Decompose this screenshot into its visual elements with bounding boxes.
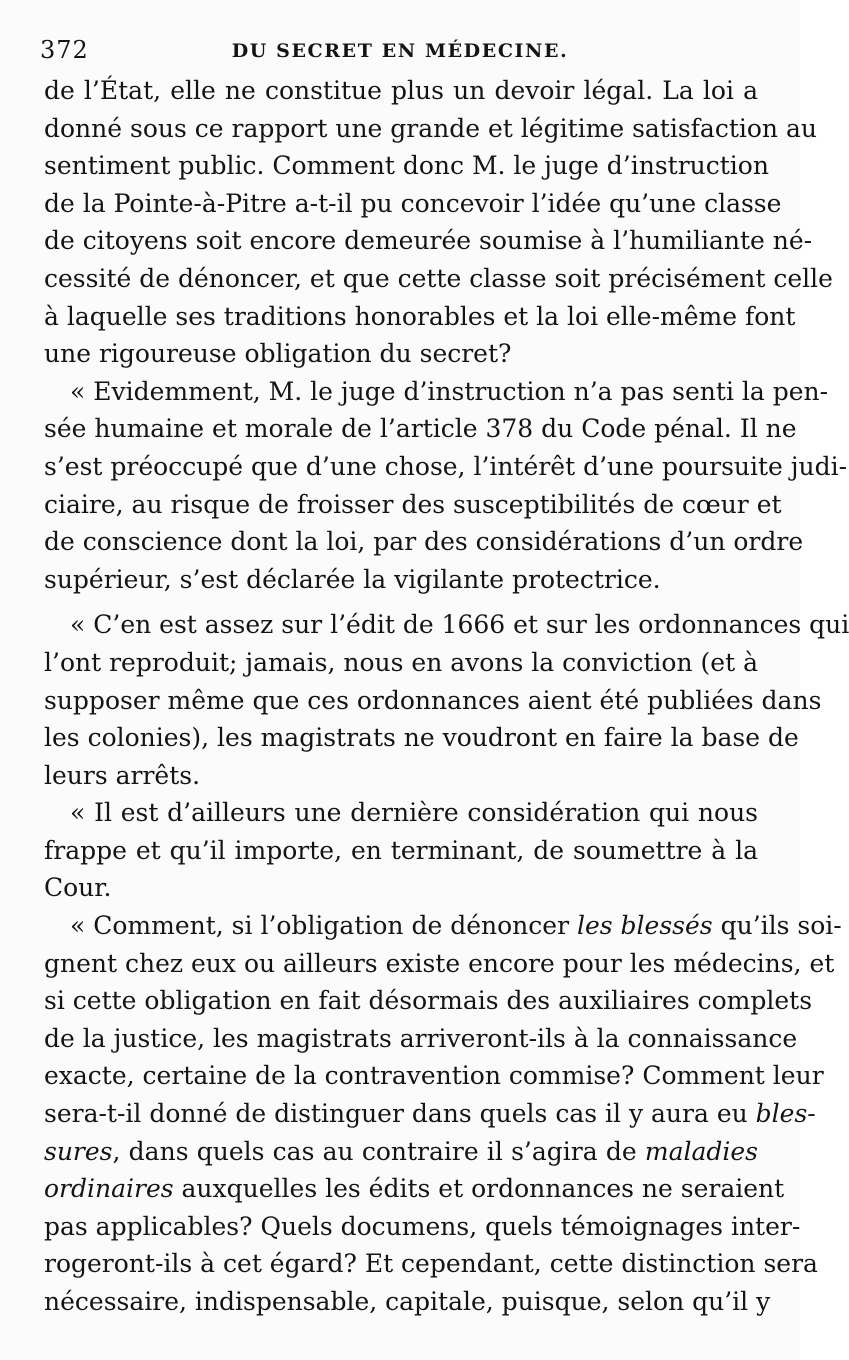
text-line: donné sous ce rapport une grande et légitime satisfaction au — [44, 113, 817, 143]
text-line: nécessaire, indispensable, capitale, puisque, selon qu’il y — [44, 1287, 771, 1316]
text-line: ordinaires auxquelles les édits et ordonnances ne seraient — [44, 1174, 785, 1204]
text-line: de conscience dont la loi, par des considérations d’un ordre — [44, 527, 804, 557]
text-line: leurs arrêts. — [44, 760, 201, 790]
text-line: une rigoureuse obligation du secret? — [44, 339, 512, 369]
italic-term: les blessés — [576, 911, 713, 941]
body-text — [44, 72, 849, 1321]
text-line: s’est préoccupé que d’une chose, l’intérêt d’une poursuite judi- — [44, 451, 848, 481]
text-line: si cette obligation en fait désormais des auxiliaires complets — [44, 986, 813, 1016]
text-line: l’ont reproduit; jamais, nous en avons la conviction (et à — [44, 647, 758, 677]
text-line: sera-t-il donné de distinguer dans quels cas il y aura eu bles- — [44, 1099, 816, 1129]
text-line: « Il est d’ailleurs une dernière considération qui nous — [70, 798, 758, 828]
italic-term: maladies — [644, 1136, 758, 1166]
text-line: de la justice, les magistrats arriveront-ils à la connaissance — [44, 1023, 798, 1053]
text-line: gnent chez eux ou ailleurs existe encore pour les médecins, et — [44, 948, 835, 978]
text-line: supérieur, s’est déclarée la vigilante protectrice. — [44, 564, 661, 594]
text-line: « C’en est assez sur l’édit de 1666 et sur les ordonnances qui — [70, 610, 849, 640]
text-line: de la Pointe-à-Pitre a-t-il pu concevoir l’idée qu’une classe — [44, 188, 782, 218]
text-line: pas applicables? Quels documens, quels témoignages inter- — [44, 1211, 801, 1241]
text-line: Cour. — [44, 873, 112, 903]
text-line: « Evidemment, M. le juge d’instruction n’a pas senti la pen- — [70, 376, 829, 406]
italic-term: ordinaires — [44, 1174, 174, 1204]
text-line: sentiment public. Comment donc M. le juge d’instruction — [44, 151, 769, 181]
running-head: DU SECRET EN MÉDECINE. — [231, 40, 569, 62]
italic-term: sures — [44, 1136, 113, 1166]
text-line: sures, dans quels cas au contraire il s’agira de maladies — [44, 1136, 758, 1166]
text-line: à laquelle ses traditions honorables et la loi elle-même font — [44, 301, 796, 331]
text-line: les colonies), les magistrats ne voudront en faire la base de — [44, 723, 799, 753]
text-line: rogeront-ils à cet égard? Et cependant, cette distinction sera — [44, 1249, 818, 1279]
text-line: « Comment, si l’obligation de dénoncer les blessés qu’ils soi- — [70, 911, 842, 941]
page-number: 372 — [40, 36, 89, 64]
italic-term: bles- — [755, 1099, 816, 1129]
text-line: supposer même que ces ordonnances aient été publiées dans — [44, 685, 822, 715]
text-line: ciaire, au risque de froisser des susceptibilités de cœur et — [44, 489, 782, 519]
text-line: frappe et qu’il importe, en terminant, de soumettre à la — [44, 835, 758, 865]
text-line: sée humaine et morale de l’article 378 du Code pénal. Il ne — [44, 414, 797, 444]
text-line: cessité de dénoncer, et que cette classe soit précisément celle — [44, 263, 833, 293]
text-line: de citoyens soit encore demeurée soumise à l’humiliante né- — [44, 226, 813, 256]
page-header — [40, 36, 760, 72]
text-line: de l’État, elle ne constitue plus un devoir légal. La loi a — [44, 76, 758, 105]
text-line: exacte, certaine de la contravention commise? Comment leur — [44, 1061, 824, 1091]
